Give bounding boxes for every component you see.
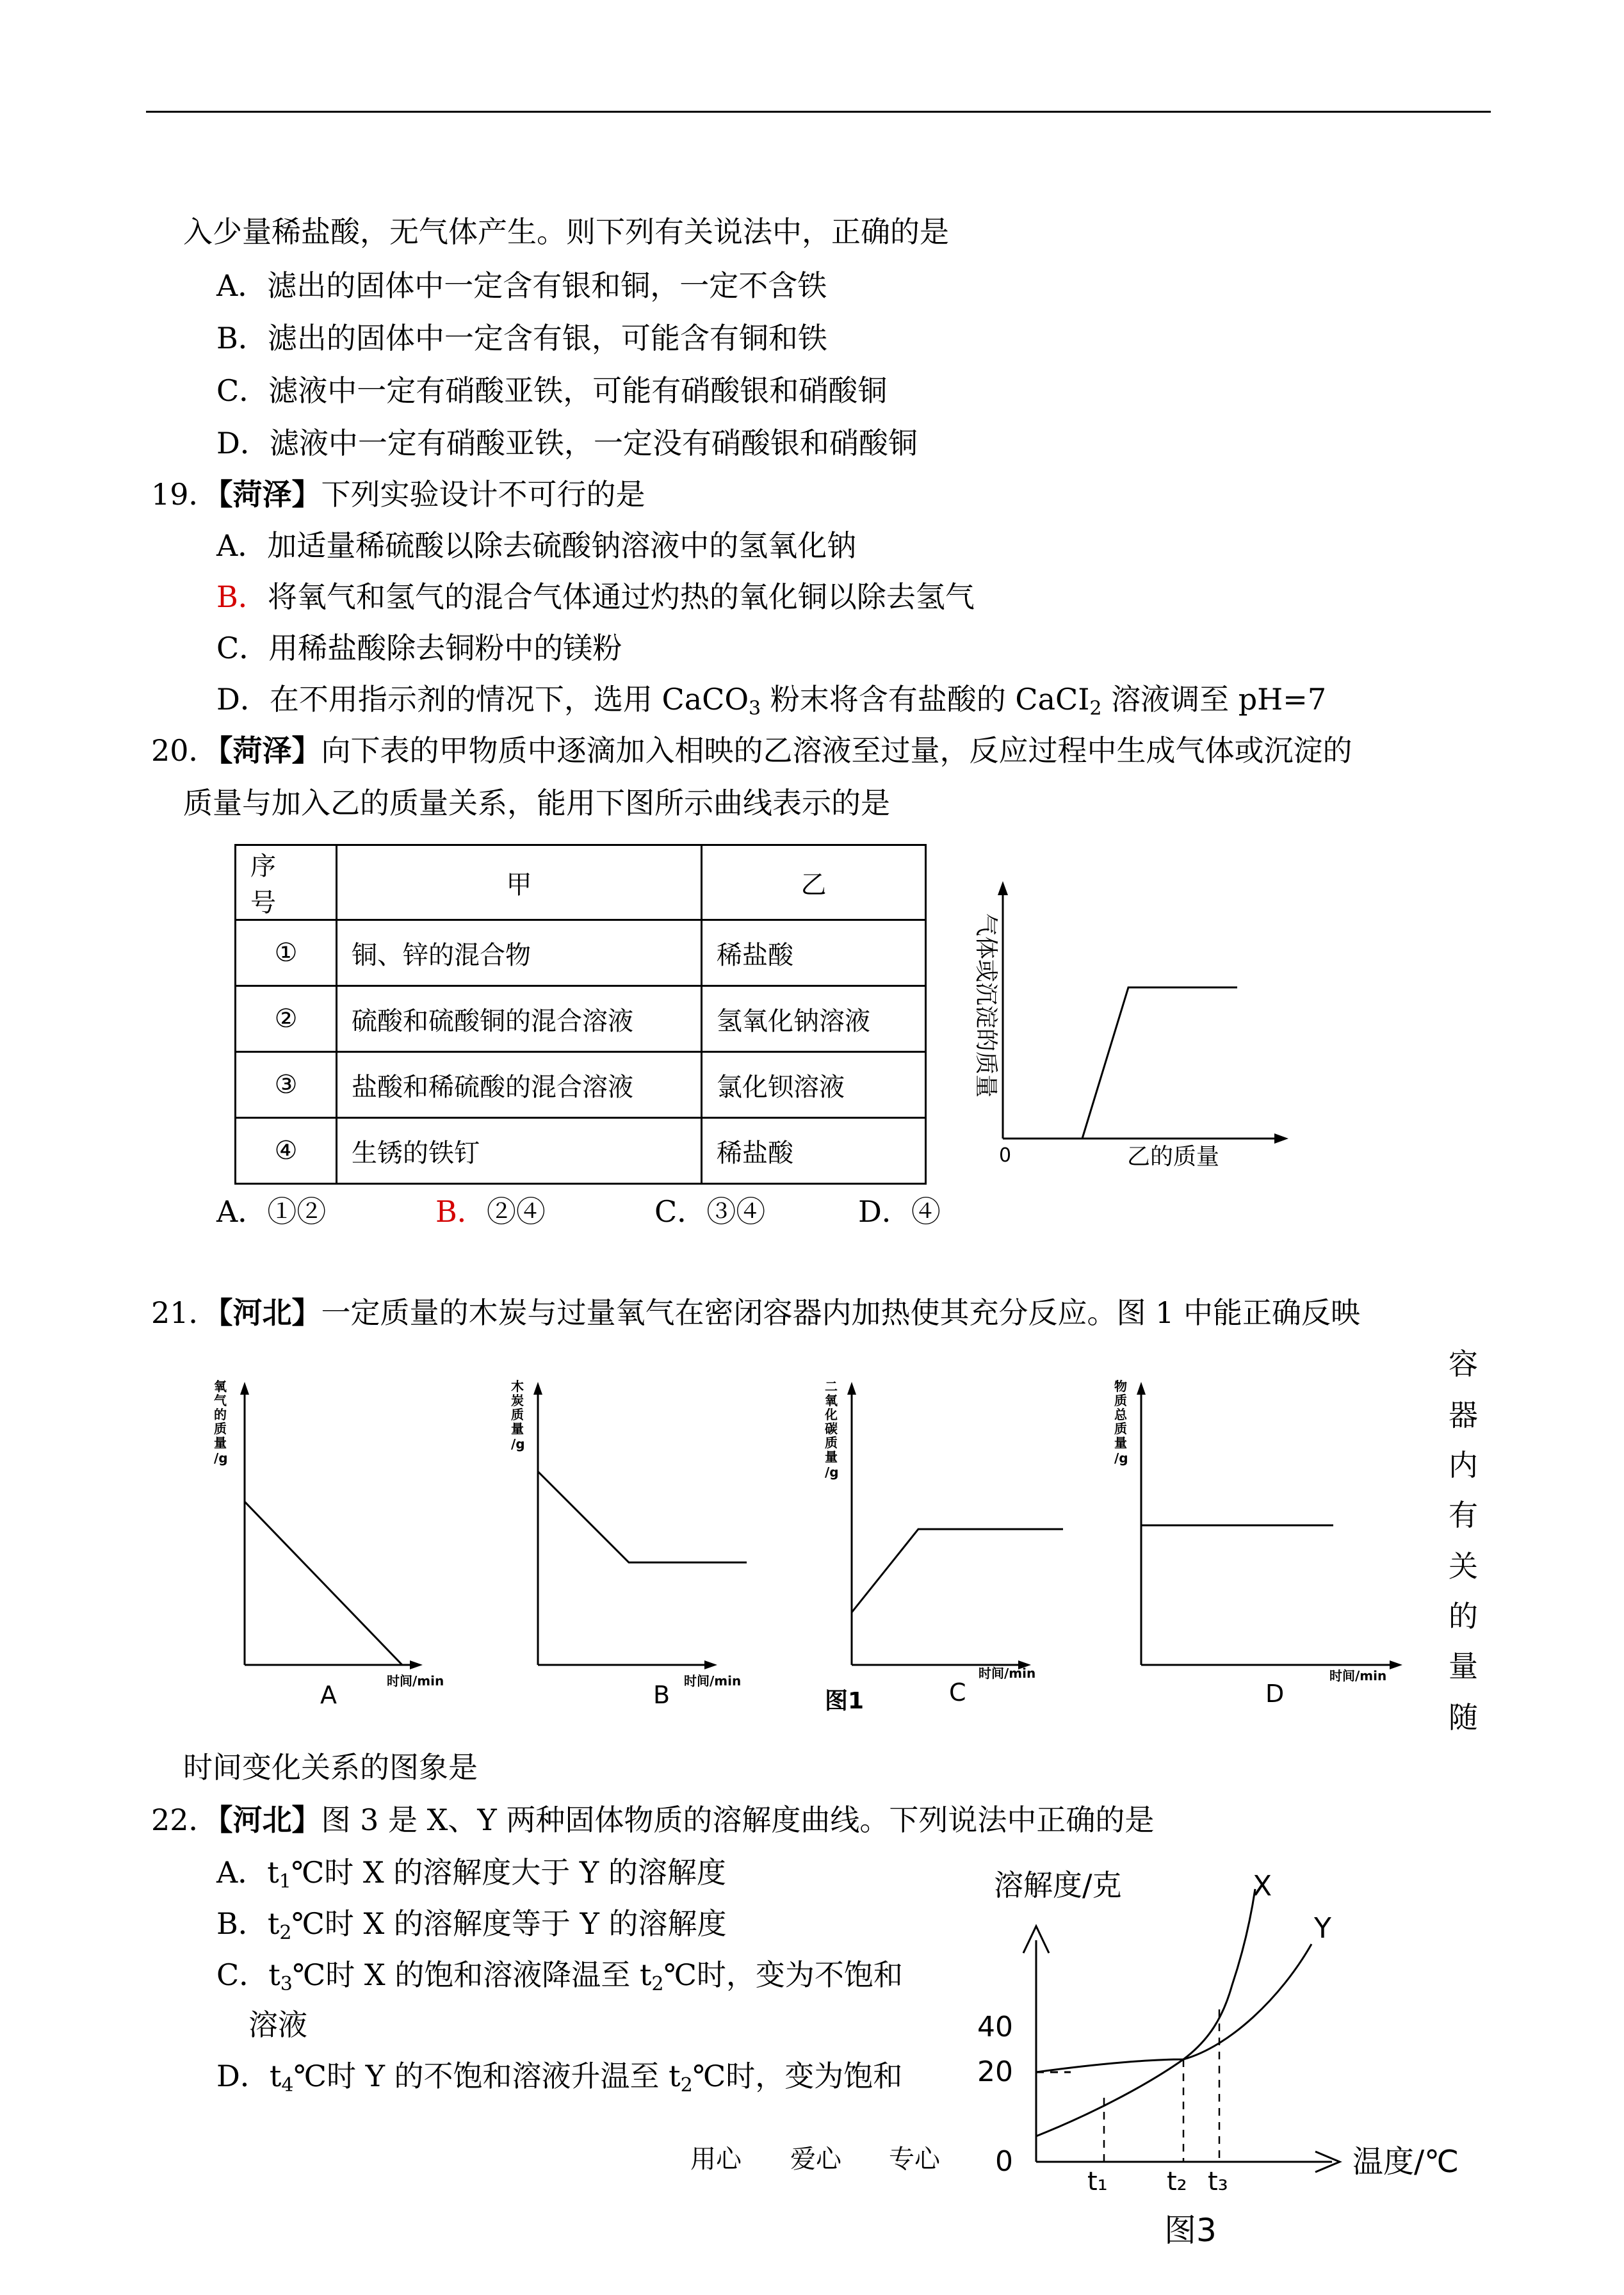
y-axis-label-char: 二 (825, 1379, 838, 1394)
table-cell: 生锈的铁钉 (337, 1118, 702, 1184)
q22-option-b: B．$t_2℃$时 X 的溶解度等于 Y 的溶解度 (216, 1906, 727, 1944)
table-cell: 稀盐酸 (702, 920, 926, 986)
y-axis-label-char: 氧 (825, 1393, 838, 1408)
q19-option-a: A．加适量稀硫酸以除去硫酸钠溶液中的氢氧化钠 (216, 528, 857, 563)
q20-graph (935, 877, 1294, 1178)
y-axis-label-char: /g (825, 1464, 839, 1480)
graph-b (511, 1379, 747, 1709)
y-axis-label-char: 质 (511, 1407, 524, 1422)
table-cell: ② (236, 986, 337, 1052)
table-cell: 盐酸和稀硫酸的混合溶液 (337, 1052, 702, 1118)
q22-stem: 22．【河北】图 3 是 X、Y 两种固体物质的溶解度曲线。下列说法中正确的是 (151, 1803, 1155, 1837)
y-axis-label-char: 物 (1114, 1379, 1127, 1394)
origin-label: 0 (999, 1144, 1012, 1167)
graph-letter: A (320, 1681, 337, 1709)
x-tick-label: t₃ (1208, 2167, 1228, 2196)
table-row (236, 1052, 926, 1118)
x-axis-arrow (1390, 1660, 1402, 1669)
q20-option-c: C．③④ (654, 1194, 766, 1229)
footer-item: 用心 (690, 2145, 742, 2174)
x-axis-arrow (1274, 1133, 1288, 1144)
x-tick-label: t₂ (1167, 2167, 1187, 2196)
x-axis-arrow (410, 1660, 423, 1669)
y-axis-arrow (1137, 1382, 1146, 1395)
q21-vertical-char: 内 (1449, 1448, 1478, 1482)
y-axis-label-char: 碳 (825, 1421, 838, 1436)
q21-vertical-char: 容 (1449, 1347, 1478, 1381)
y-axis-label-char: /g (1114, 1450, 1128, 1466)
y-axis-label-char: 量 (825, 1449, 838, 1464)
q22-option-c: C．$t_3℃$时 X 的饱和溶液降温至 $t_2℃$时，变为不饱和 (216, 1958, 903, 1995)
y-axis-label-char: 质 (214, 1421, 227, 1436)
table-cell: ④ (236, 1118, 337, 1184)
x-axis-label: 温度/℃ (1352, 2144, 1459, 2180)
curve (245, 1502, 402, 1665)
x-axis-arrow (704, 1660, 717, 1669)
x-axis-label: 乙的质量 (1127, 1144, 1220, 1170)
q21-vertical-char: 随 (1449, 1700, 1478, 1735)
y-axis-label-char: 炭 (511, 1393, 524, 1408)
q22-option-c-cont: 溶液 (248, 2007, 307, 2042)
q19-option-b: B．将氧气和氢气的混合气体通过灼热的氧化铜以除去氢气 (216, 580, 975, 614)
curve (1082, 987, 1237, 1139)
table-row (236, 1118, 926, 1184)
y-axis-arrow (847, 1382, 856, 1395)
table-cell: ① (236, 920, 337, 986)
table-row (236, 986, 926, 1052)
curve (852, 1529, 1063, 1612)
q20-stem: 20．【菏泽】向下表的甲物质中逐滴加入相映的乙溶液至过量，反应过程中生成气体或沉淀的 (151, 733, 1352, 768)
series-label: X (1253, 1870, 1272, 1902)
q20-option-a: A．①② (216, 1194, 327, 1229)
table-cell: 氢氧化钠溶液 (702, 986, 926, 1052)
y-axis-arrow (998, 881, 1008, 895)
table-row (236, 920, 926, 986)
q21-vertical-char: 有 (1449, 1498, 1478, 1532)
y-axis-label-char: 质 (825, 1435, 838, 1450)
graph-a (214, 1379, 444, 1709)
q22-option-d: D．$t_4℃$时 Y 的不饱和溶液升温至 $t_2℃$时，变为饱和 (216, 2059, 903, 2096)
table-header-cell: 甲 (337, 845, 702, 920)
y-tick-label: 0 (995, 2145, 1013, 2178)
table-cell: 铜、锌的混合物 (337, 920, 702, 986)
footer-item: 爱心 (790, 2145, 841, 2174)
y-axis-label-char: 气 (214, 1393, 227, 1408)
answer-marker: B． (435, 1194, 487, 1229)
q21-stem-end: 时间变化关系的图象是 (183, 1750, 478, 1785)
q21-vertical-char: 关 (1449, 1549, 1478, 1584)
q19-option-d: D．在不用指示剂的情况下，选用 CaCO$_3$ 粉末将含有盐酸的 CaCI$_2$ 溶液调至 pH=7 (216, 682, 1327, 720)
q20-stem-line2: 质量与加入乙的质量关系，能用下图所示曲线表示的是 (183, 786, 890, 820)
figure-caption: 图3 (1164, 2212, 1217, 2249)
graph-d (1114, 1379, 1402, 1708)
q20-option-b: B．②④ (435, 1194, 546, 1229)
y-axis-label-char: 总 (1114, 1407, 1127, 1422)
table-cell: 硫酸和硫酸铜的混合溶液 (337, 986, 702, 1052)
x-axis-label: 时间/min (387, 1673, 444, 1689)
x-axis-label: 时间/min (684, 1673, 742, 1689)
series-x-curve (1036, 1889, 1255, 2136)
x-tick-label: t₁ (1087, 2167, 1108, 2196)
graph-letter: D (1265, 1680, 1285, 1708)
y-tick-label: 20 (977, 2056, 1013, 2088)
q18-stem-continuation: 入少量稀盐酸，无气体产生。则下列有关说法中，正确的是 (183, 215, 949, 249)
curve (538, 1472, 747, 1562)
q21-figure (211, 1377, 1428, 1723)
header-rule (146, 111, 1491, 113)
q21-vertical-char: 量 (1449, 1649, 1478, 1683)
y-axis-label-char: 量 (1114, 1435, 1127, 1450)
y-axis-label-char: 质 (1114, 1421, 1127, 1436)
q21-vertical-char: 的 (1449, 1599, 1478, 1634)
q21-stem: 21．【河北】一定质量的木炭与过量氧气在密闭容器内加热使其充分反应。图 1 中能正确反映 (151, 1295, 1361, 1330)
graph-letter: C (949, 1678, 966, 1707)
q19-option-c: C．用稀盐酸除去铜粉中的镁粉 (216, 631, 622, 665)
q18-option-d: D．滤液中一定有硝酸亚铁，一定没有硝酸银和硝酸铜 (216, 426, 918, 460)
table-cell: ③ (236, 1052, 337, 1118)
graph-c (824, 1379, 1063, 1714)
q18-option-a: A．滤出的固体中一定含有银和铜，一定不含铁 (216, 268, 827, 303)
series-label: Y (1314, 1912, 1331, 1945)
q18-option-b: B．滤出的固体中一定含有银，可能含有铜和铁 (216, 321, 827, 355)
y-axis-label-char: /g (511, 1436, 525, 1452)
y-axis-label-char: 质 (1114, 1393, 1127, 1408)
y-axis-label-char: 化 (825, 1407, 838, 1422)
y-tick-label: 40 (977, 2011, 1013, 2043)
q19-stem: 19．【菏泽】下列实验设计不可行的是 (151, 477, 646, 512)
q21-vertical-char: 器 (1449, 1398, 1478, 1432)
table-header-row (236, 845, 926, 920)
table-header-cell: 序 号 (236, 845, 337, 920)
y-axis-label: 溶解度/克 (994, 1868, 1122, 1902)
q20-option-d: D．④ (858, 1194, 941, 1229)
y-axis-label-char: 量 (511, 1421, 524, 1436)
series-y-curve (1036, 1944, 1311, 2072)
y-axis-arrow (533, 1382, 542, 1395)
table-cell: 氯化钡溶液 (702, 1052, 926, 1118)
y-axis-label-char: 量 (214, 1435, 227, 1450)
x-axis-label: 时间/min (978, 1666, 1036, 1681)
q22-option-a: A．$t_1℃$时 X 的溶解度大于 Y 的溶解度 (216, 1855, 726, 1893)
figure-caption: 图1 (825, 1688, 865, 1714)
graph-letter: B (653, 1681, 670, 1709)
y-axis-arrow (240, 1382, 249, 1395)
answer-marker: B． (216, 580, 268, 614)
y-axis-label-char: /g (214, 1450, 228, 1466)
y-axis-label-char: 的 (214, 1407, 227, 1422)
q20-table (234, 844, 927, 1185)
q18-option-c: C．滤液中一定有硝酸亚铁，可能有硝酸银和硝酸铜 (216, 373, 888, 408)
footer-item: 专心 (889, 2145, 940, 2174)
q22-graph (961, 1857, 1492, 2267)
y-axis-label-char: 氧 (214, 1379, 227, 1394)
y-axis-label-char: 木 (511, 1379, 524, 1394)
table-header-cell: 乙 (702, 845, 926, 920)
table-cell: 稀盐酸 (702, 1118, 926, 1184)
y-axis-label: 气体或沉淀的质量 (973, 913, 999, 1098)
x-axis-label: 时间/min (1329, 1668, 1387, 1683)
